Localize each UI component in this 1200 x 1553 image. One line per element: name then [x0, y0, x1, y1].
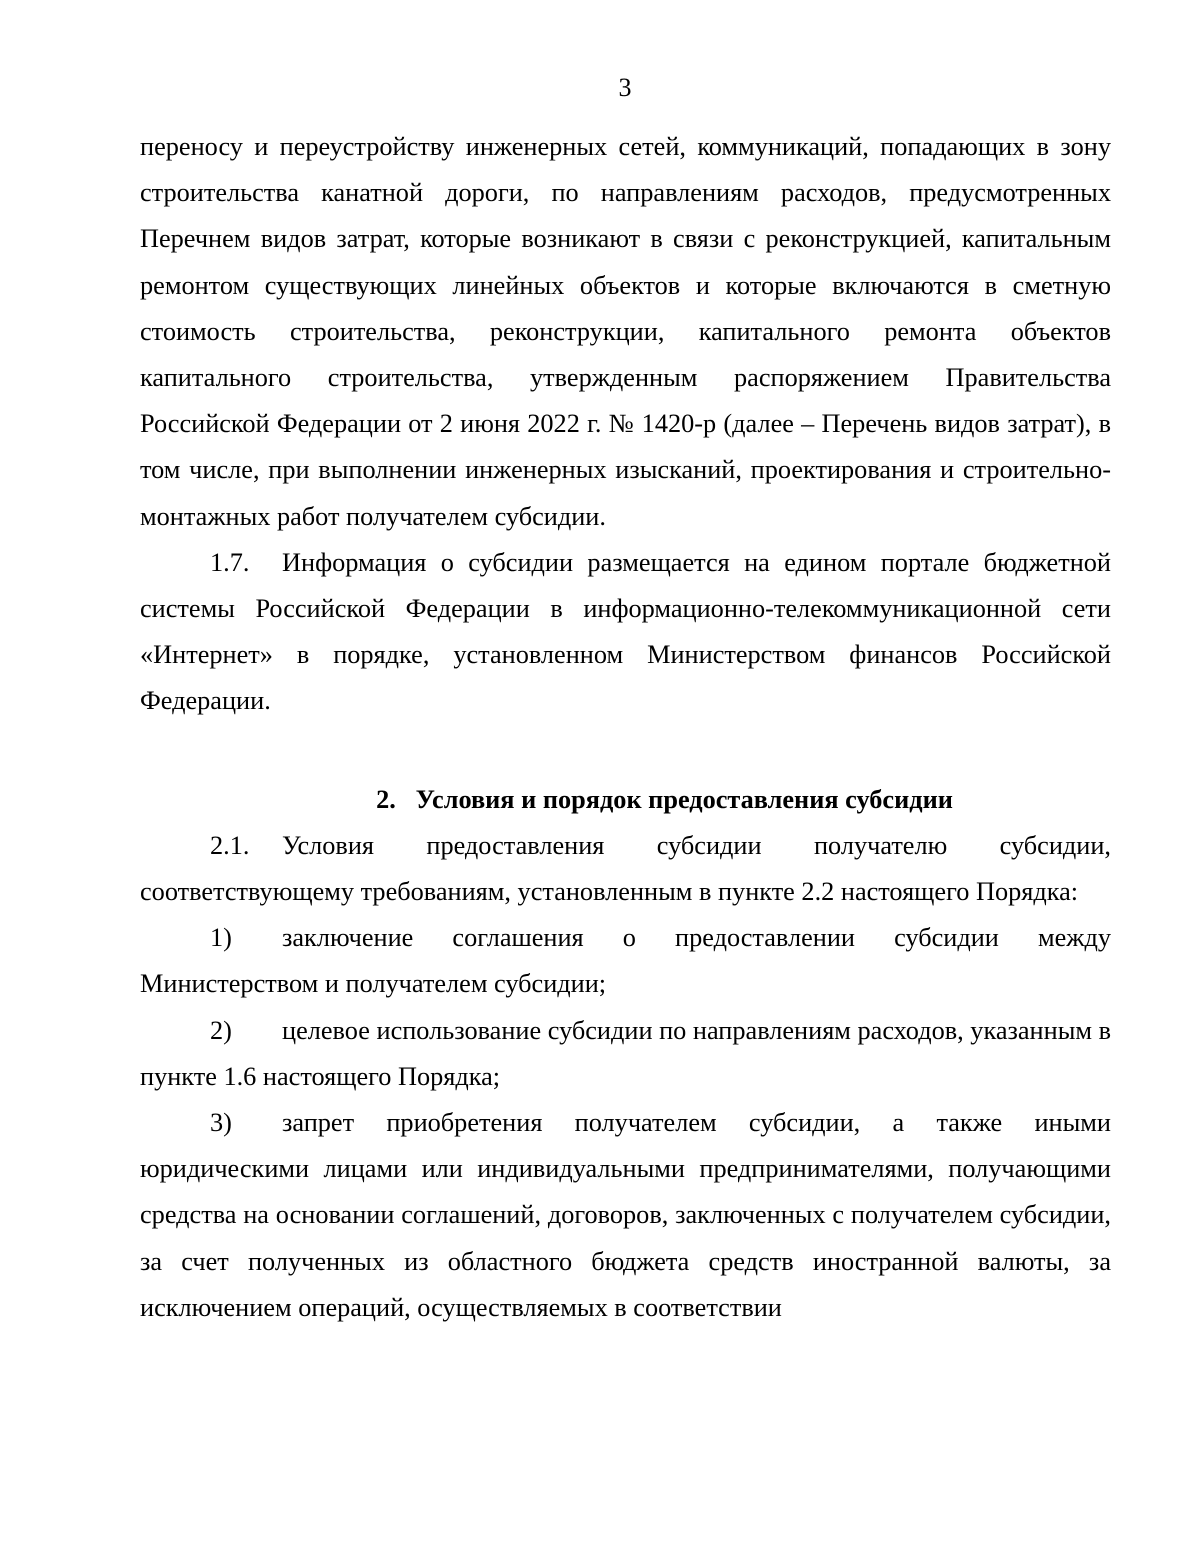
section-2-title: Условия и порядок предоставления субсидии: [415, 784, 953, 814]
page-number: 3: [618, 73, 632, 102]
list-item-1-text: заключение соглашения о предоставлении субсидии между Министерством и получателем субсидии;: [140, 923, 1111, 999]
list-item-3: [140, 1100, 1111, 1331]
clause-1-7-text: Информация о субсидии размещается на едином портале бюджетной системы Российской Федерации в информационно-телекоммуникационной сети «Интернет» в порядке, установленном Министерством финансов Российской Федерации.: [140, 547, 1111, 716]
list-item-2-text: целевое использование субсидии по направлениям расходов, указанным в пункте 1.6 настоящего Порядка;: [140, 1015, 1111, 1091]
list-item-3-text: запрет приобретения получателем субсидии, а также иными юридическими лицами или индивидуальными предпринимателями, получающими средства на основании соглашений, договоров, заключенных с получателем субсидии, за счет полученных из областного бюджета средств иностранной валюты, за исключением операций, осуществляемых в соответствии: [140, 1108, 1111, 1322]
list-item-1: [140, 915, 1111, 1007]
clause-2-1-number: 2.1.: [210, 830, 250, 860]
document-body: [140, 124, 1111, 1331]
list-item-1-number: 1): [210, 923, 232, 953]
list-item-2: [140, 1008, 1111, 1100]
clause-2-1: [140, 823, 1111, 915]
list-item-2-number: 2): [210, 1015, 232, 1045]
paragraph-continuation: переносу и переустройству инженерных сетей, коммуникаций, попадающих в зону строительства канатной дороги, по направлениям расходов, предусмотренных Перечнем видов затрат, которые возникают в связи с реконструкцией, капитальным ремонтом существующих линейных объектов и которые включаются в сметную стоимость строительства, реконструкции, капитального ремонта объектов капитального строительства, утвержденным распоряжением Правительства Российской Федерации от 2 июня 2022 г. № 1420-р (далее – Перечень видов затрат), в том числе, при выполнении инженерных изысканий, проектирования и строительно-монтажных работ получателем субсидии.: [140, 132, 1111, 531]
section-spacer: [140, 725, 1111, 777]
clause-1-7: [140, 540, 1111, 725]
section-2-heading: [140, 777, 1111, 823]
clause-2-1-text: Условия предоставления субсидии получателю субсидии, соответствующему требованиям, установленным в пункте 2.2 настоящего Порядка:: [140, 830, 1111, 907]
clause-1-7-number: 1.7.: [210, 547, 250, 577]
section-2-number: 2.: [376, 784, 396, 814]
list-item-3-number: 3): [210, 1108, 232, 1138]
